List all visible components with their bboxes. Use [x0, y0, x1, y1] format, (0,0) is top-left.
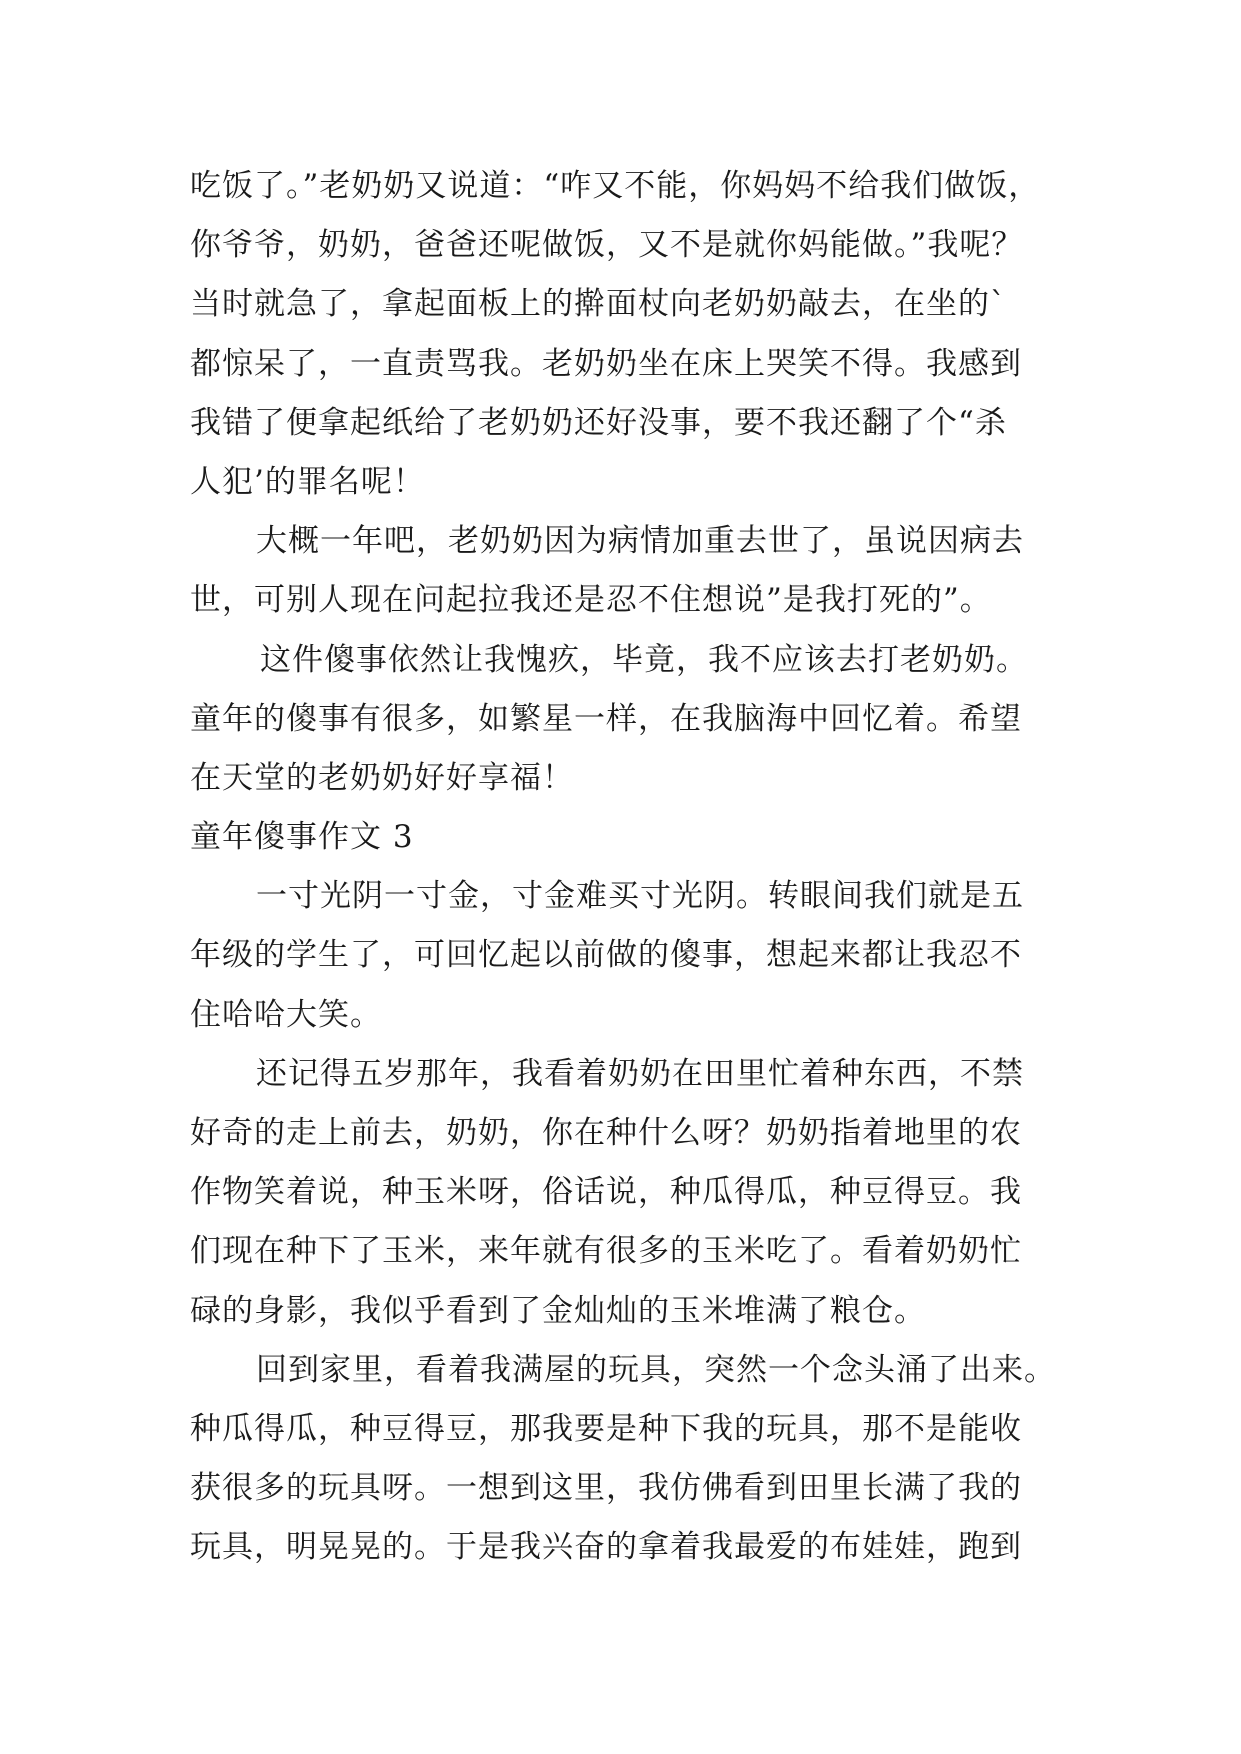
paragraph-start-line: 一寸光阴一寸金，寸金难买寸光阴。转眼间我们就是五 [256, 878, 1024, 915]
text-line: 年级的学生了，可回忆起以前做的傻事，想起来都让我忍不 [190, 937, 1022, 974]
text-line: 玩具，明晃晃的。于是我兴奋的拿着我最爱的布娃娃，跑到 [190, 1529, 1022, 1566]
text-line: 吃饭了。”老奶奶又说道：“咋又不能，你妈妈不给我们做饭， [190, 168, 1041, 204]
text-line: 种瓜得瓜，种豆得豆，那我要是种下我的玩具，那不是能收 [190, 1410, 1022, 1447]
text-line: 们现在种下了玉米，来年就有很多的玉米吃了。看着奶奶忙 [190, 1233, 1022, 1270]
text-line: 好奇的走上前去，奶奶，你在种什么呀？奶奶指着地里的农 [190, 1115, 1022, 1151]
text-line: 住哈哈大笑。 [190, 996, 382, 1033]
paragraph-start-line: 大概一年吧，老奶奶因为病情加重去世了，虽说因病去 [256, 523, 1024, 560]
text-line: 我错了便拿起纸给了老奶奶还好没事，要不我还翻了个“杀 [190, 404, 1007, 441]
document-body [190, 157, 1070, 1578]
paragraph-start-line: 还记得五岁那年，我看着奶奶在田里忙着种东西，不禁 [256, 1055, 1024, 1092]
text-line: 当时就急了，拿起面板上的擀面杖向老奶奶敲去，在坐的` [190, 286, 1007, 323]
text-line: 都惊呆了，一直责骂我。老奶奶坐在床上哭笑不得。我感到 [190, 345, 1022, 382]
text-line: 人犯’的罪名呢！ [190, 463, 425, 500]
text-line: 碌的身影，我似乎看到了金灿灿的玉米堆满了粮仓。 [190, 1292, 926, 1329]
text-line: 童年的傻事有很多，如繁星一样，在我脑海中回忆着。希望 [190, 700, 1022, 737]
text-line: 作物笑着说，种玉米呀，俗话说，种瓜得瓜，种豆得豆。我 [190, 1174, 1022, 1211]
text-line: 你爷爷，奶奶，爸爸还呢做饭，又不是就你妈能做。”我呢？ [190, 227, 1024, 264]
text-line: 在天堂的老奶奶好好享福！ [190, 759, 574, 796]
text-line: 世，可别人现在问起拉我还是忍不住想说”是我打死的”。 [190, 582, 992, 619]
paragraph-start-line: 回到家里，看着我满屋的玩具，突然一个念头涌了出来。 [256, 1351, 1056, 1388]
section-heading: 童年傻事作文 3 [190, 819, 414, 856]
paragraph-start-line: 这件傻事依然让我愧疚，毕竟，我不应该去打老奶奶。 [260, 641, 1028, 678]
text-line: 获很多的玩具呀。一想到这里，我仿佛看到田里长满了我的 [190, 1470, 1022, 1507]
